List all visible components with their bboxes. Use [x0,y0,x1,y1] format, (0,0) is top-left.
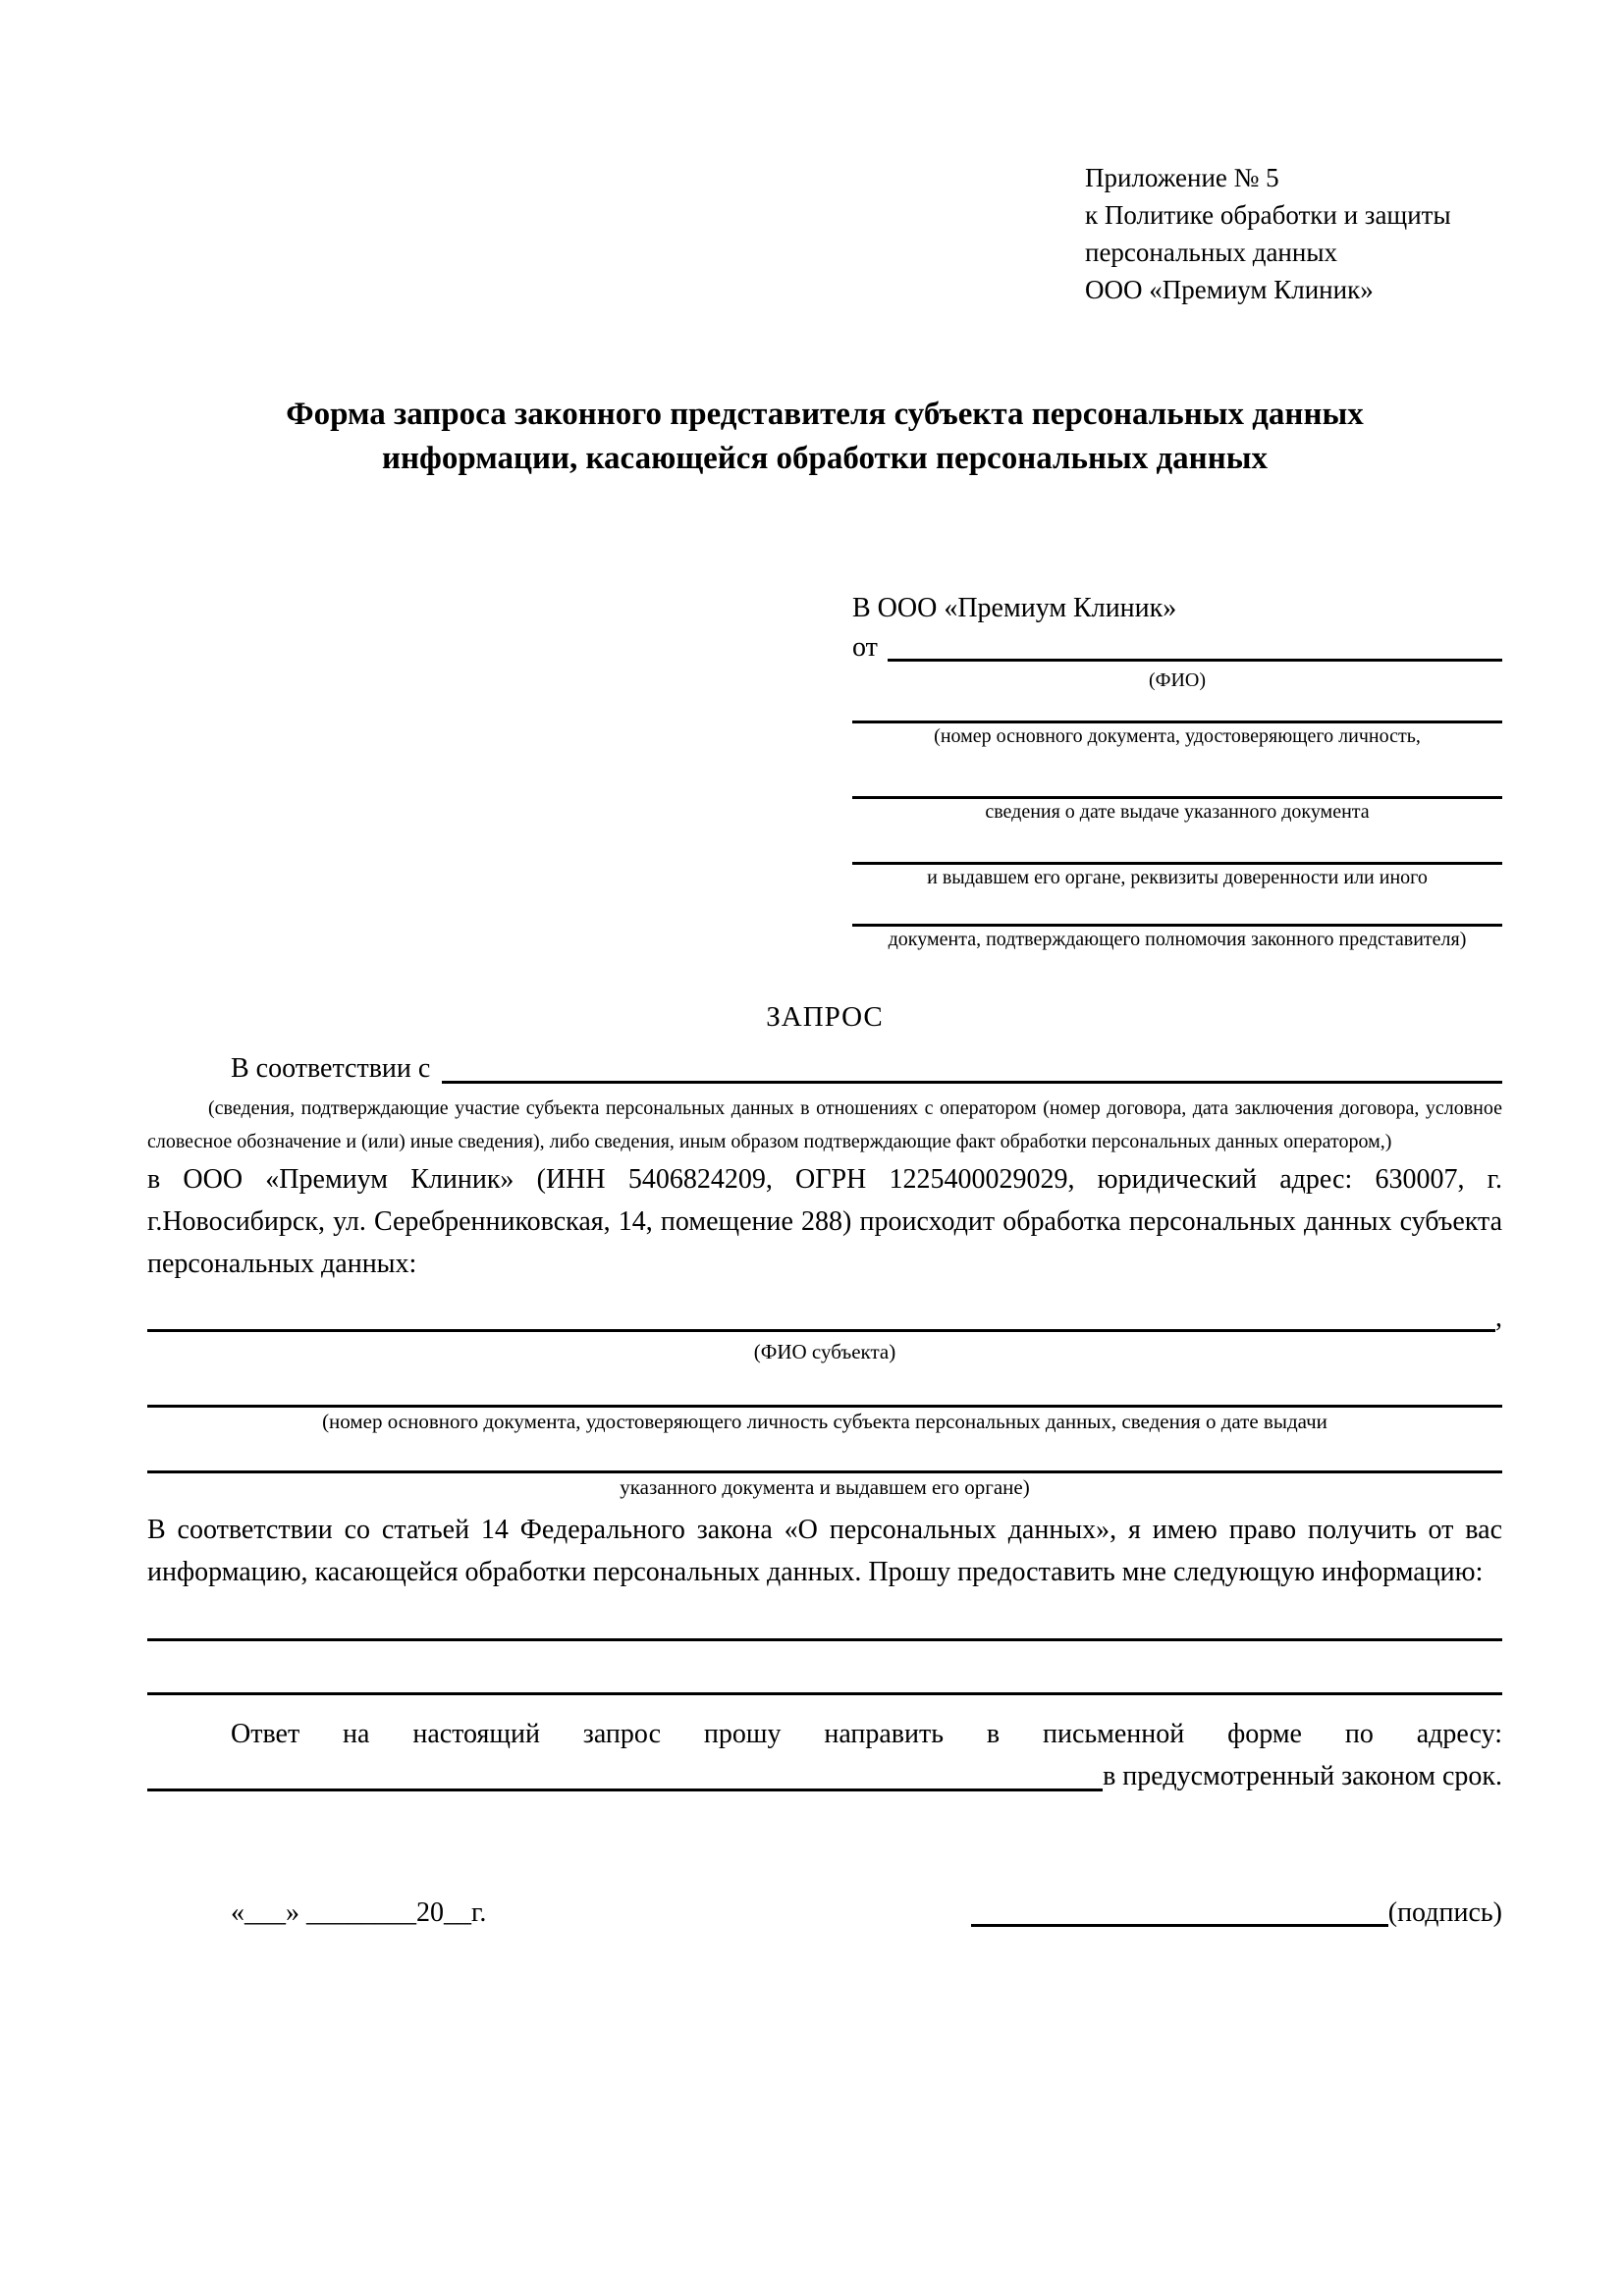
law-paragraph: В соответствии со статьей 14 Федерального закона «О персональных данных», я имею право получить от вас информацию, касающейся обработки персональных данных. Прошу предоставить мне следующую информацию: [147,1515,1502,1587]
representative-doc-caption: документа, подтверждающего полномочия законного представителя) [888,929,1467,950]
from-label: от [852,632,878,663]
intro-blank-line [442,1081,1502,1084]
from-field [852,628,1502,667]
appendix-line: ООО «Премиум Клиник» [1085,275,1374,304]
page-title [147,393,1502,481]
appendix-line: Приложение № 5 [1085,163,1279,192]
signature-caption: (подпись) [1387,1897,1502,1928]
reply-tail: в предусмотренный законом срок. [1103,1761,1502,1791]
info-blank-line [147,1692,1502,1695]
signature-field [971,1894,1502,1933]
page-title-line-1: Форма запроса законного представителя субъекта персональных данных [286,397,1364,432]
representative-doc-caption: сведения о дате выдаче указанного документа [985,801,1370,823]
signature-blank-line [971,1924,1388,1927]
appendix-block [1085,159,1502,308]
representative-doc-caption: и выдавшем его органе, реквизиты доверенности или иного [927,867,1428,888]
intro-caption: (сведения, подтверждающие участие субъекта персональных данных в отношениях с оператором (номер договора, дата заключения договора, условное словесное обозначение и (или) иные сведения), либо сведения, иным образом подтверждающие факт обработки персональных данных оператором,) [147,1097,1502,1152]
subject-fio-caption: (ФИО субъекта) [753,1340,896,1363]
reply-paragraph: Ответ на настоящий запрос прошу направить в письменной форме по адресу: [231,1719,1502,1749]
appendix-line: персональных данных [1085,238,1337,267]
info-blank-line [147,1638,1502,1641]
reply-address-field [147,1755,1502,1797]
reply-address-blank-line [147,1789,1103,1791]
fio-caption: (ФИО) [1148,669,1206,691]
representative-doc-caption: (номер основного документа, удостоверяющего личность, [934,725,1421,747]
addressee-block [852,589,1502,952]
subject-fio-blank-line [147,1329,1495,1332]
request-heading: ЗАПРОС [766,1001,884,1033]
appendix-line: к Политике обработки и защиты [1085,200,1451,230]
page-title-line-2: информации, касающейся обработки персональных данных [382,441,1268,476]
subject-fio-comma: , [1495,1303,1502,1333]
footer-row [147,1894,1502,1933]
addressee-to: В ООО «Премиум Клиник» [852,593,1177,623]
intro-label: В соответствии с [231,1053,431,1084]
subject-doc-caption: (номер основного документа, удостоверяющего личность субъекта персональных данных, сведения о дате выдачи [322,1410,1327,1433]
from-blank-line [888,659,1502,662]
operator-paragraph: в ООО «Премиум Клиник» (ИНН 5406824209, ОГРН 1225400029029, юридический адрес: 630007, г. г.Новосибирск, ул. Серебренниковская, 14, помещение 288) происходит обработка персональных данных субъекта персональных данных: [147,1164,1502,1279]
date-field: «___» ________20__г. [231,1897,487,1928]
subject-fio-field [147,1299,1502,1338]
subject-doc-caption: указанного документа и выдавшем его органе) [620,1475,1030,1499]
intro-field [147,1048,1502,1090]
